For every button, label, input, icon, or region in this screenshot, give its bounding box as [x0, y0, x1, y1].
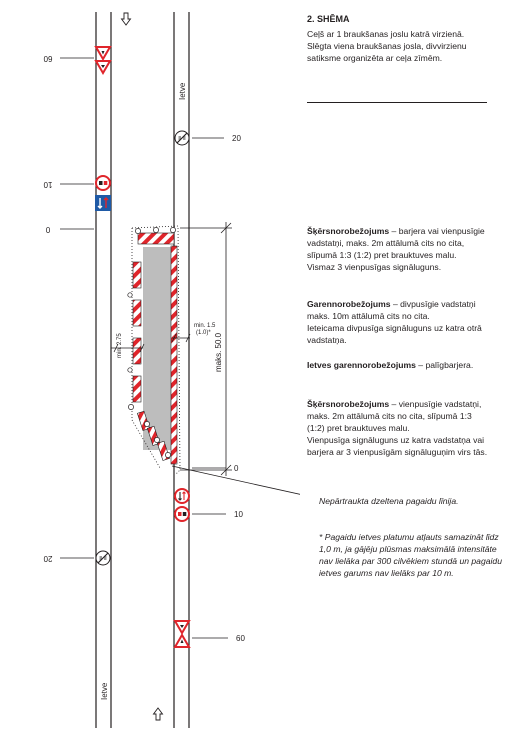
right-distance-10: 10 [234, 510, 243, 519]
longitudinal-barriers [133, 262, 141, 402]
length-dimension-label: maks. 50.0 [214, 332, 223, 372]
sign-group-left-60 [96, 47, 110, 73]
direction-arrow-up-icon [154, 708, 163, 720]
left-distance-60: 60 [43, 53, 53, 63]
left-distance-10: 10 [43, 179, 53, 189]
sign-group-right-10 [175, 489, 189, 521]
sidewalk-width-label-a: min. 1.5 [194, 323, 216, 329]
no-overtaking-sign-icon [175, 507, 189, 521]
separator-line [307, 102, 487, 103]
footnote-line: ietves garums nav lielāks par 10 m. [319, 568, 454, 578]
yellow-line-note: Nepārtraukta dzeltena pagaidu līnija. [319, 496, 459, 506]
note-term: Šķērsnorobežojums [307, 226, 390, 236]
scheme-title: 2. SHĒMA [307, 14, 350, 24]
note-line: Vismaz 3 vienpusīgas signāluguns. [307, 262, 442, 272]
closed-lane-area [143, 247, 172, 450]
note-line: – divpusīgie vadstatņi [390, 299, 476, 309]
note-line: Vienpusīga signāluguns uz katra vadstatņa vai [307, 435, 485, 445]
intro-line: Slēgta viena braukšanas josla, divvirzienu [307, 41, 467, 51]
left-distance-markers [60, 58, 94, 558]
note-line: barjera ar 3 vienpusīgām signāluguņim virs tās. [307, 447, 488, 457]
left-distance-20: 20 [43, 553, 53, 563]
note-line: vadstatņa. [307, 335, 347, 345]
note-term: Šķērsnorobežojums [307, 399, 390, 409]
sidewalk-label-bottom: Ietve [100, 682, 109, 700]
length-dimension [180, 222, 232, 476]
transverse-barrier-top [138, 233, 174, 244]
note-line: – vienpusīgie vadstatņi, [389, 399, 482, 409]
left-distance-0: 0 [45, 224, 51, 234]
note-transverse-barrier-1 [307, 225, 512, 273]
lane-width-label: min. 2.75 [117, 333, 123, 358]
right-distance-20: 20 [232, 134, 241, 143]
intro-text [307, 28, 512, 64]
sidewalk-label-top: Ietve [178, 82, 187, 100]
note-term: Garennorobežojums [307, 299, 391, 309]
sign-group-left-10 [95, 176, 111, 211]
yield-sign-icon [175, 621, 189, 633]
note-line: vadstatņi, maks. 2m attālumā cits no cita, [307, 238, 465, 248]
right-distance-0: 0 [234, 464, 239, 473]
sidewalk-auxiliary-barrier [171, 246, 177, 464]
priority-oncoming-sign-icon [175, 489, 189, 503]
no-overtaking-sign-icon [96, 176, 110, 190]
note-line: – barjera vai vienpusīgie [389, 226, 485, 236]
work-zone [128, 226, 180, 474]
note-line: maks. 10m attālumā cits no cita. [307, 311, 430, 321]
sidewalk-width-label-b: (1.0)* [196, 330, 211, 336]
priority-over-oncoming-sign-icon [95, 195, 111, 211]
intro-line: satiksme organizēta ar ceļa zīmēm. [307, 53, 443, 63]
roadworks-sign-icon [175, 635, 189, 647]
note-line: maks. 2m attālumā cits no cita, slīpumā 1:3 [307, 411, 472, 421]
right-distance-markers [192, 138, 228, 638]
intro-line: Ceļš ar 1 braukšanas joslu katrā virzienā. [307, 29, 465, 39]
footnote-line: * Pagaidu ietves platumu atļauts samazināt līdz [319, 532, 499, 542]
footnote-line: nav lielāka par 300 cilvēkiem stundā un pagaidu [319, 556, 502, 566]
end-of-restriction-sign-icon [175, 131, 189, 145]
end-of-restriction-sign-icon [96, 551, 110, 565]
note-line: slīpumā 1:3 (1:2) pret brauktuves malu. [307, 250, 457, 260]
note-line: (1:2) pret brauktuves malu. [307, 423, 410, 433]
roadworks-sign-icon [96, 47, 110, 59]
direction-arrow-down-icon [122, 13, 131, 25]
note-longitudinal-barrier [307, 298, 512, 346]
note-transverse-barrier-2 [307, 398, 512, 458]
right-distance-60: 60 [236, 634, 245, 643]
note-sidewalk-barrier [307, 359, 512, 371]
note-line: – palīgbarjera. [415, 360, 474, 370]
footnote-line: 1,0 m, ja gājēju plūsmas maksimālā intensitāte [319, 544, 497, 554]
note-term: Ietves garennorobežojums [307, 360, 416, 370]
sign-group-right-60 [175, 621, 189, 647]
note-line: Ieteicama divpusīga signāluguns uz katra otrā [307, 323, 482, 333]
footnote [319, 531, 514, 579]
yield-sign-icon [96, 61, 110, 73]
